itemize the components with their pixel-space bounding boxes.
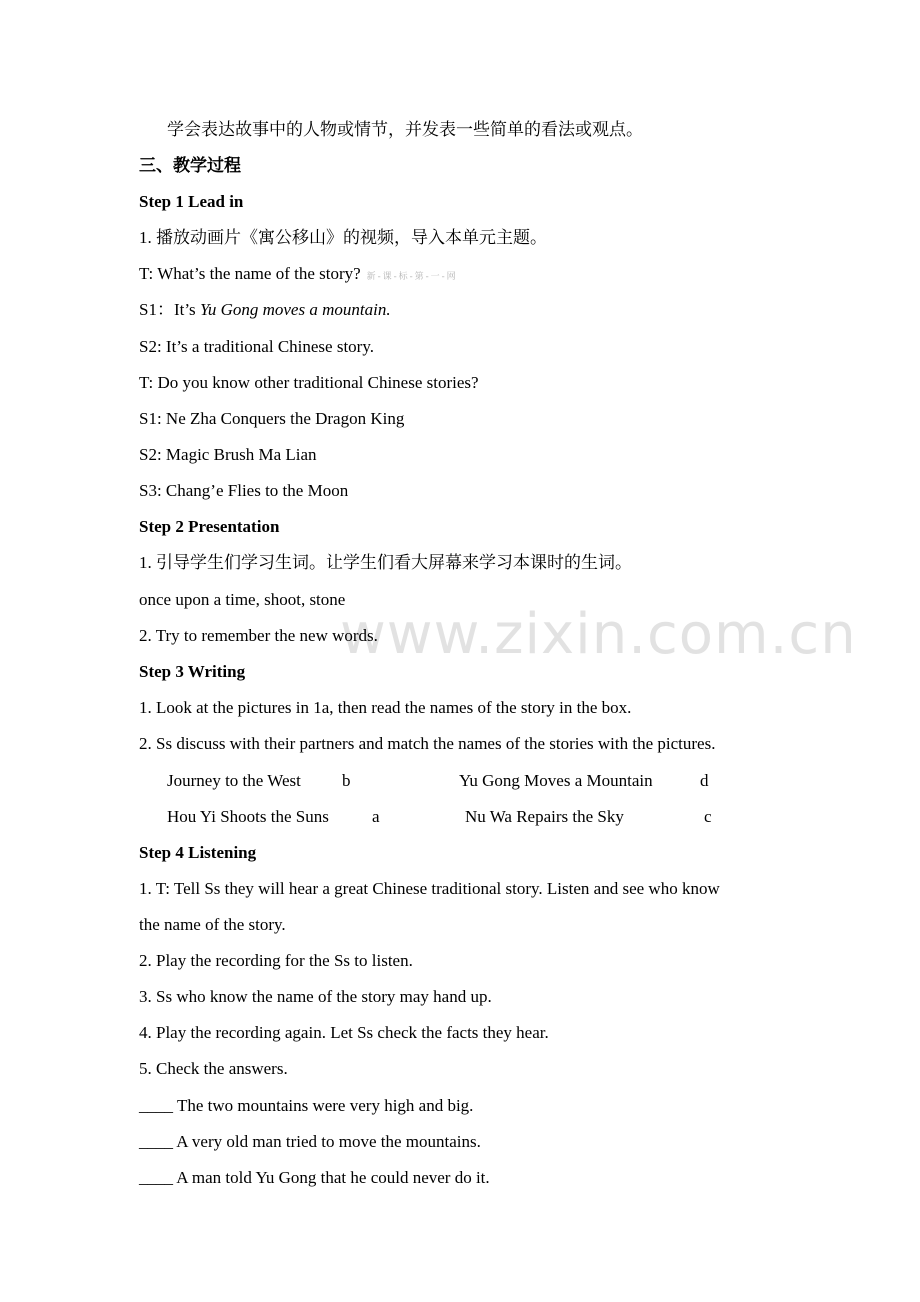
small-watermark-text: 新-课-标-第-一-网: [366, 271, 458, 281]
answer-blank-line: ____ The two mountains were very high and big.: [139, 1096, 474, 1115]
step-3-item-1: 1. Look at the pictures in 1a, then read the names of the story in the box.: [139, 698, 632, 717]
step-4-item-3: 3. Ss who know the name of the story may hand up.: [139, 987, 492, 1006]
match-letter: d: [700, 771, 709, 790]
step-4-item-1-cont: the name of the story.: [139, 915, 286, 934]
dialogue-line: [139, 264, 458, 286]
dialogue-line: S2: It’s a traditional Chinese story.: [139, 337, 374, 356]
match-story: Yu Gong Moves a Mountain: [459, 771, 653, 790]
step-4-item-5: 5. Check the answers.: [139, 1059, 288, 1078]
answer-blank-line: ____ A very old man tried to move the mountains.: [139, 1132, 481, 1151]
step-2-heading: Step 2 Presentation: [139, 517, 280, 536]
dialogue-line: T: Do you know other traditional Chinese stories?: [139, 373, 479, 392]
vocabulary-line: once upon a time, shoot, stone: [139, 590, 346, 609]
step-2-item-1: 1. 引导学生们学习生词。让学生们看大屏幕来学习本课时的生词。: [139, 553, 632, 572]
objective-text: 学会表达故事中的人物或情节，并发表一些简单的看法或观点。: [167, 120, 643, 139]
story-title-italic: Yu Gong moves a mountain.: [199, 300, 391, 319]
dialogue-line: [139, 300, 391, 320]
step-3-item-2: 2. Ss discuss with their partners and match the names of the stories with the pictures.: [139, 734, 716, 753]
match-letter: b: [342, 771, 351, 790]
step-2-item-2: 2. Try to remember the new words.: [139, 626, 378, 645]
answer-blank-line: ____ A man told Yu Gong that he could never do it.: [139, 1168, 490, 1187]
dialogue-line: S3: Chang’e Flies to the Moon: [139, 481, 349, 500]
step-4-item-4: 4. Play the recording again. Let Ss check the facts they hear.: [139, 1023, 549, 1042]
step-1-item-1: 1. 播放动画片《寓公移山》的视频，导入本单元主题。: [139, 228, 547, 247]
dialogue-text: T: What’s the name of the story?: [139, 264, 361, 283]
match-story: Journey to the West: [167, 771, 301, 790]
step-1-heading: Step 1 Lead in: [139, 192, 244, 211]
section-heading: 三、教学过程: [139, 156, 241, 175]
match-letter: c: [704, 807, 712, 826]
match-story: Hou Yi Shoots the Suns: [167, 807, 329, 826]
dialogue-line: S2: Magic Brush Ma Lian: [139, 445, 317, 464]
step-3-heading: Step 3 Writing: [139, 662, 246, 681]
watermark: www.zixin.com.cn: [340, 602, 857, 667]
step-4-item-2: 2. Play the recording for the Ss to listen.: [139, 951, 413, 970]
match-letter: a: [372, 807, 380, 826]
step-4-heading: Step 4 Listening: [139, 843, 257, 862]
step-4-item-1: 1. T: Tell Ss they will hear a great Chinese traditional story. Listen and see who know: [139, 879, 720, 898]
dialogue-text: S1：It’s: [139, 300, 200, 319]
match-story: Nu Wa Repairs the Sky: [465, 807, 624, 826]
dialogue-line: S1: Ne Zha Conquers the Dragon King: [139, 409, 405, 428]
